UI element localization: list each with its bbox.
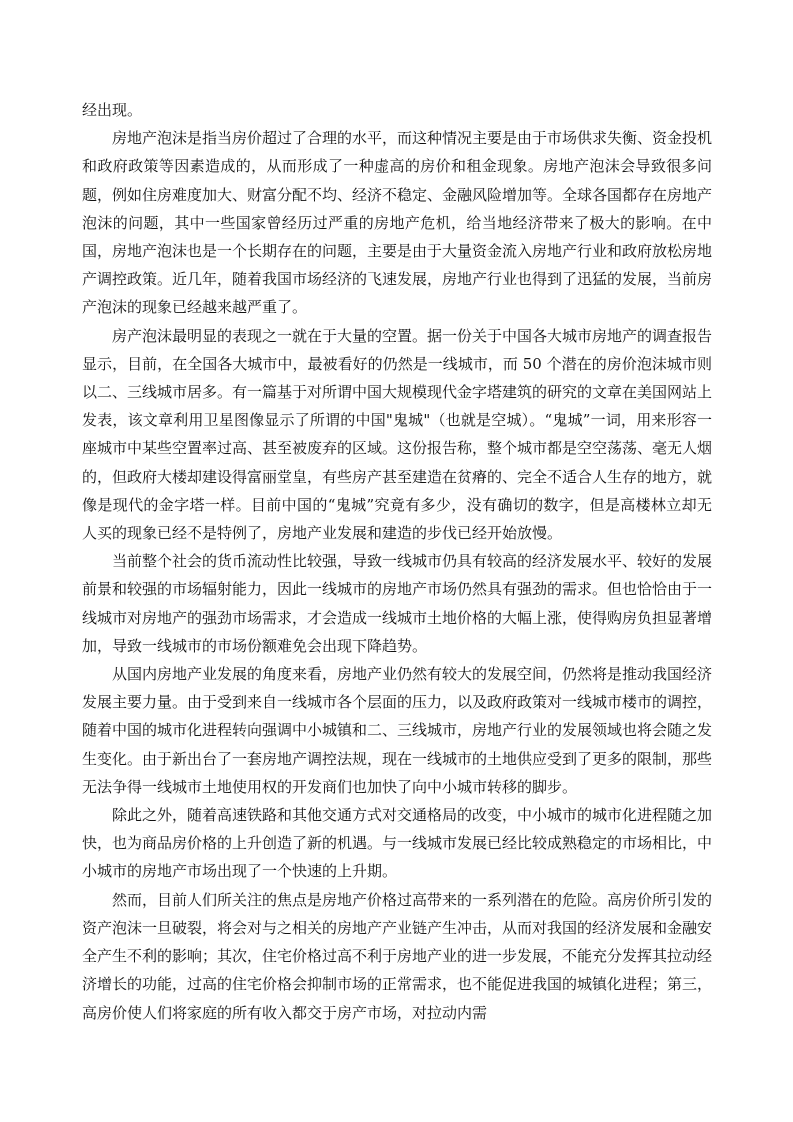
paragraph-bubble-definition: 房地产泡沫是指当房价超过了合理的水平，而这种情况主要是由于市场供求失衡、资金投机和政府政策等因素造成的，从而形成了一种虚高的房价和租金现象。房地产泡沫会导致很多问题，例如住房难度加大、财富分配不均、经济不稳定、金融风险增加等。全球各国都存在房地产泡沫的问题，其中一些国家曾经历过严重的房地产危机，给当地经济带来了极大的影响。在中国，房地产泡沫也是一个长期存在的问题，主要是由于大量资金流入房地产行业和政府放松房地产调控政策。近几年，随着我国市场经济的飞速发展，房地产行业也得到了迅猛的发展，当前房产泡沫的现象已经越来越严重了。: [82, 129, 713, 317]
paragraph-liquidity: 当前整个社会的货币流动性比较强，导致一线城市仍具有较高的经济发展水平、较好的发展前景和较强的市场辐射能力，因此一线城市的房地产市场仍然具有强劲的需求。但也恰恰由于一线城市对房地产的强劲市场需求，才会造成一线城市土地价格的大幅上涨，使得购房负担显著增加，导致一线城市的市场份额难免会出现下降趋势。: [82, 552, 713, 655]
paragraph-vacancy: 房产泡沫最明显的表现之一就在于大量的空置。据一份关于中国各大城市房地产的调查报告显示，目前，在全国各大城市中，最被看好的仍然是一线城市，而 50 个潜在的房价泡沫城市则以二、三线城市居多。有一篇基于对所谓中国大规模现代金字塔建筑的研究的文章在美国网站上发表，该文章利用卫星图像显示了所谓的中国"鬼城"（也就是空城）。“鬼城”一词，用来形容一座城市中某些空置率过高、甚至被废弃的区域。这份报告称，整个城市都是空空荡荡、毫无人烟的，但政府大楼却建设得富丽堂皇，有些房产甚至建造在贫瘠的、完全不适合人生存的地方，就像是现代的金字塔一样。目前中国的“鬼城”究竟有多少，没有确切的数字，但是高楼林立却无人买的现象已经不是特例了，房地产业发展和建造的步伐已经开始放慢。: [82, 326, 713, 543]
paragraph-continuation: 经出现。: [82, 101, 143, 119]
document-body: [82, 96, 712, 1027]
paragraph-risks: 然而，目前人们所关注的焦点是房地产价格过高带来的一系列潜在的危险。高房价所引发的资产泡沫一旦破裂，将会对与之相关的房地产产业链产生冲击，从而对我国的经济发展和金融安全产生不利的影响；其次，住宅价格过高不利于房地产业的进一步发展，不能充分发挥其拉动经济增长的功能，过高的住宅价格会抑制市场的正常需求，也不能促进我国的城镇化进程；第三，高房价使人们将家庭的所有收入都交于房产市场，对拉动内需: [82, 890, 713, 1022]
paragraph-development: 从国内房地产业发展的角度来看，房地产业仍然有较大的发展空间，仍然将是推动我国经济发展主要力量。由于受到来自一线城市各个层面的压力，以及政府政策对一线城市楼市的调控，随着中国的城市化进程转向强调中小城镇和二、三线城市，房地产行业的发展领域也将会随之发生变化。由于新出台了一套房地产调控法规，现在一线城市的土地供应受到了更多的限制，那些无法争得一线城市土地使用权的开发商们也加快了向中小城市转移的脚步。: [82, 665, 713, 796]
paragraph-transport: 除此之外，随着高速铁路和其他交通方式对交通格局的改变，中小城市的城市化进程随之加快，也为商品房价格的上升创造了新的机遇。与一线城市发展已经比较成熟稳定的市场相比，中小城市的房地产市场出现了一个快速的上升期。: [82, 806, 713, 881]
